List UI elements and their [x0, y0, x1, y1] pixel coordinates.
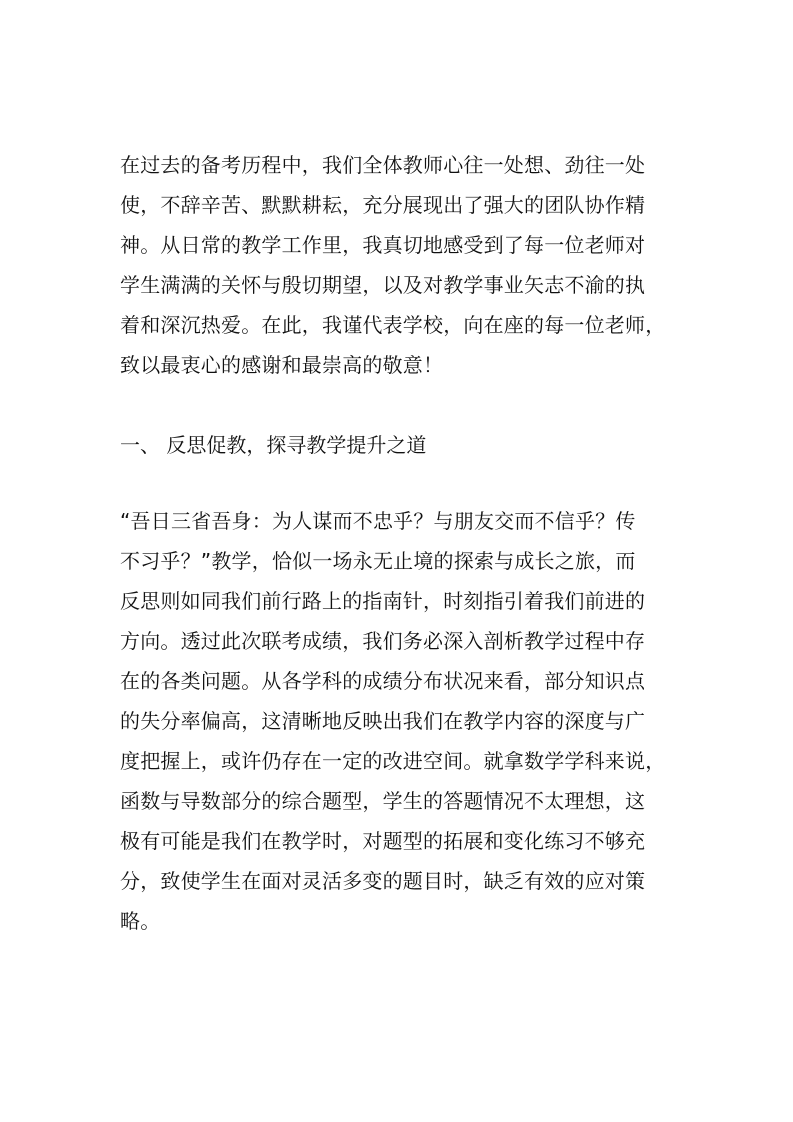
paragraph-line: 在的各类问题。从各学科的成绩分布状况来看，部分知识点 — [120, 669, 646, 693]
paragraph-line: 极有可能是我们在教学时，对题型的拓展和变化练习不够充 — [120, 829, 646, 853]
paragraph-line: 反思则如同我们前行路上的指南针，时刻指引着我们前进的 — [120, 589, 646, 613]
paragraph-spacer — [120, 465, 686, 501]
paragraph-thanks — [120, 145, 686, 385]
paragraph-line: 使，不辞辛苦、默默耕耘，充分展现出了强大的团队协作精 — [120, 193, 646, 217]
paragraph-line: 函数与导数部分的综合题型，学生的答题情况不太理想，这 — [120, 789, 646, 813]
paragraph-line: 着和深沉热爱。在此，我谨代表学校，向在座的每一位老师， — [120, 313, 666, 337]
paragraph-line: 神。从日常的教学工作里，我真切地感受到了每一位老师对 — [120, 233, 646, 257]
paragraph-line: 的失分率偏高，这清晰地反映出我们在教学内容的深度与广 — [120, 709, 646, 733]
paragraph-spacer — [120, 385, 686, 425]
paragraph-line: 致以最衷心的感谢和最崇高的敬意！ — [120, 353, 444, 377]
document-content — [120, 145, 686, 941]
paragraph-line: 在过去的备考历程中，我们全体教师心往一处想、劲往一处 — [120, 153, 646, 177]
paragraph-line: 略。 — [120, 909, 161, 933]
paragraph-line: 学生满满的关怀与殷切期望，以及对教学事业矢志不渝的执 — [120, 273, 646, 297]
paragraph-line: “吾日三省吾身：为人谋而不忠乎？与朋友交而不信乎？传 — [120, 509, 636, 533]
paragraph-line: 度把握上，或许仍存在一定的改进空间。就拿数学学科来说， — [120, 749, 666, 773]
paragraph-line: 分，致使学生在面对灵活多变的题目时，缺乏有效的应对策 — [120, 869, 646, 893]
paragraph-line: 方向。透过此次联考成绩，我们务必深入剖析教学过程中存 — [120, 629, 646, 653]
paragraph-reflection — [120, 501, 686, 941]
paragraph-line: 不习乎？”教学，恰似一场永无止境的探索与成长之旅，而 — [120, 549, 636, 573]
section-heading: 一、 反思促教，探寻教学提升之道 — [120, 433, 427, 457]
